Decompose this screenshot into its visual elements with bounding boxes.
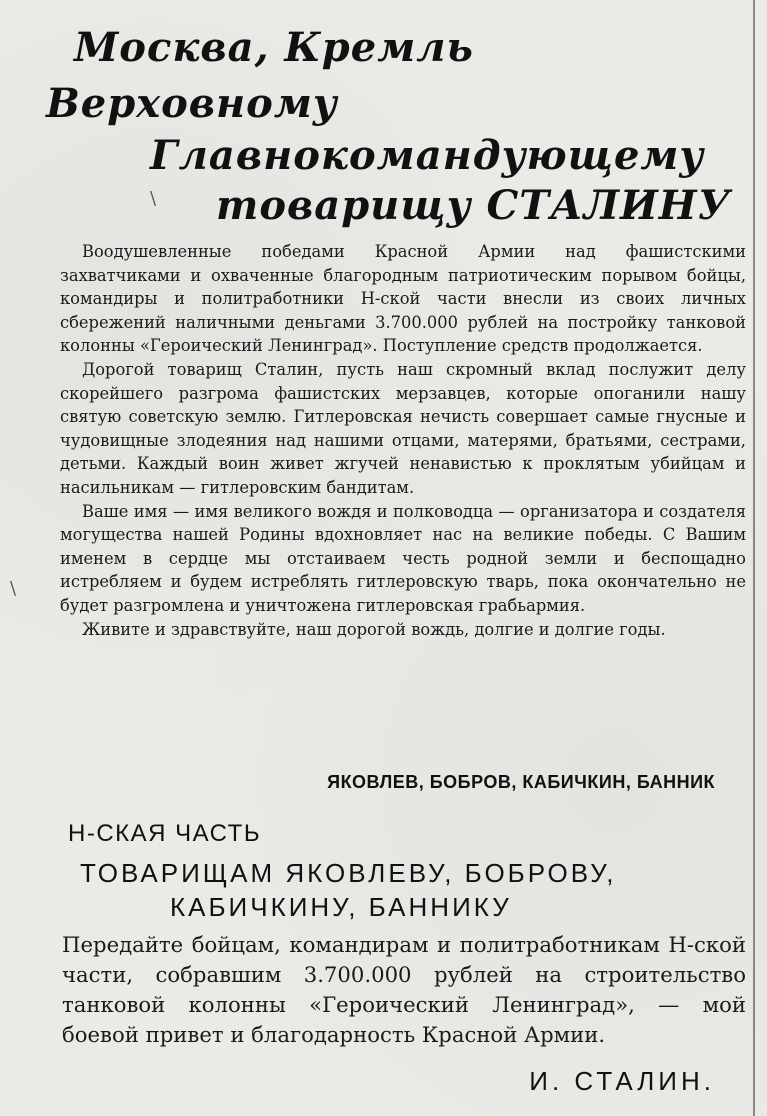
reply-unit-heading: Н-СКАЯ ЧАСТЬ [68, 820, 262, 847]
headline-line-4: товарищу СТАЛИНУ [216, 182, 732, 229]
headline-line-1: Москва, Кремль [74, 24, 474, 71]
reply-text: Передайте бойцам, командирам и политработникам Н-ской части, собравшим 3.700.000 рублей на строительство танковой колонны «Героический Ленинград», — мой боевой привет и благодарность Красной Армии. [62, 932, 746, 1047]
letter-paragraph-4: Живите и здравствуйте, наш дорогой вождь, долгие и долгие годы. [82, 619, 666, 639]
reply-signature: И. СТАЛИН. [529, 1066, 715, 1096]
letter-paragraph-1: Воодушевленные победами Красной Армии над фашистскими захватчиками и охваченные благородным патриотическим порывом бойцы, командиры и политработники Н-ской части внесли из своих личных сбережений наличными деньгами 3.700.000 рублей на постройку танковой колонны «Героический Ленинград». Поступление средств продолжается. [60, 242, 746, 356]
letter-body [60, 240, 746, 641]
margin-mark: \ [150, 188, 157, 209]
headline-line-2: Верховному [46, 80, 338, 127]
letter-signatories: ЯКОВЛЕВ, БОБРОВ, КАБИЧКИН, БАННИК [327, 772, 715, 792]
letter-paragraph-3: Ваше имя — имя великого вождя и полководца — организатора и создателя могущества нашей Родины вдохновляет нас на великие победы. С Вашим именем в сердце мы отстаиваем честь родной земли и беспощадно истребляем и будем истреблять гитлеровскую тварь, пока окончательно не будет разгромлена и уничтожена гитлеровская грабьармия. [60, 501, 746, 615]
margin-mark: \ [10, 578, 17, 599]
reply-addressee-line-2: КАБИЧКИНУ, БАННИКУ [170, 892, 512, 922]
letter-paragraph-2: Дорогой товарищ Сталин, пусть наш скромный вклад послужит делу скорейшего разгрома фашистских мерзавцев, которые опоганили нашу святую советскую землю. Гитлеровская нечисть совершает самые гнусные и чудовищные злодеяния над нашими отцами, матерями, братьями, сестрами, детьми. Каждый воин живет жгучей ненавистью к проклятым убийцам и насильникам — гитлеровским бандитам. [60, 359, 746, 497]
reply-addressee-line-1: ТОВАРИЩАМ ЯКОВЛЕВУ, БОБРОВУ, [80, 858, 617, 888]
headline-line-3: Главнокомандующему [150, 132, 705, 179]
column-rule [753, 0, 755, 1116]
